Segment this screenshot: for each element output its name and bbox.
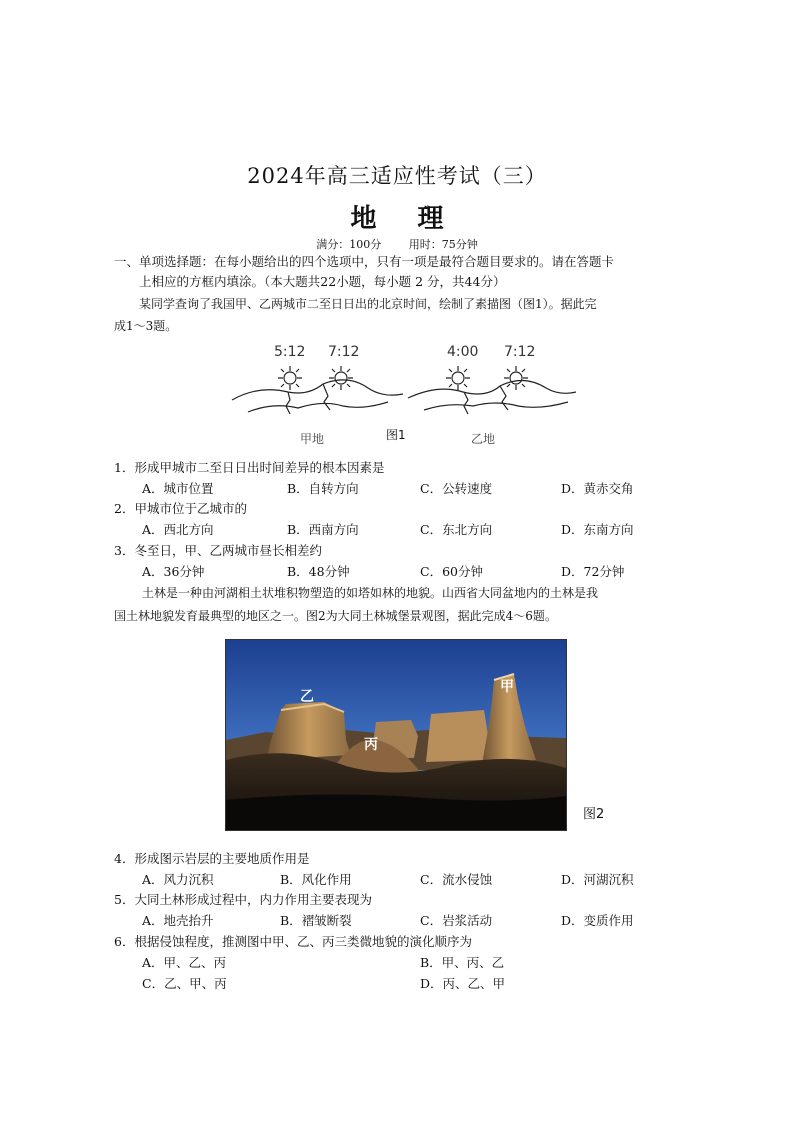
q5-option-a: A．地壳抬升	[142, 913, 214, 928]
section-instruction-line1: 一、单项选择题：在每小题给出的四个选项中，只有一项是最符合题目要求的。请在答题卡	[114, 254, 615, 269]
q6-option-b: B．甲、丙、乙	[420, 955, 505, 970]
q6-option-d: D．丙、乙、甲	[420, 976, 506, 991]
sun-icon	[504, 366, 528, 390]
q2-option-b: B．西南方向	[287, 522, 359, 537]
question-3-stem: 3．冬至日，甲、乙两城市昼长相差约	[114, 543, 322, 558]
intro1-line2: 成1～3题。	[114, 319, 178, 333]
sun-icon	[446, 366, 470, 390]
landform-label-jia: 甲	[500, 679, 514, 695]
q3-option-c: C．60分钟	[420, 564, 483, 579]
q4-option-c: C．流水侵蚀	[420, 872, 493, 887]
intro2-line2: 国土林地貌发育最典型的地区之一。图2为大同土林城堡景观图，据此完成4～6题。	[114, 609, 557, 623]
exam-title: 2024年高三适应性考试（三）	[247, 164, 547, 188]
q2-option-c: C．东北方向	[420, 522, 493, 537]
q5-option-d: D．变质作用	[561, 913, 634, 928]
q4-option-d: D．河湖沉积	[561, 872, 634, 887]
exam-meta	[0, 236, 794, 252]
earth-forest-landscape	[226, 640, 566, 830]
time-label: 7:12	[504, 344, 536, 360]
figure-1-caption: 图1	[386, 428, 406, 442]
q3-option-a: A．36分钟	[142, 564, 205, 579]
time-label: 7:12	[328, 344, 360, 360]
time-label: 5:12	[274, 344, 306, 360]
q6-option-a: A．甲、乙、丙	[142, 955, 227, 970]
place-label-jia: 甲地	[300, 432, 325, 446]
q5-option-b: B．褶皱断裂	[280, 913, 352, 928]
full-score: 满分：100分	[316, 238, 382, 251]
q1-option-a: A．城市位置	[142, 481, 214, 496]
sun-icon	[329, 366, 353, 390]
sun-icon	[278, 366, 302, 390]
q6-option-c: C．乙、甲、丙	[142, 976, 227, 991]
question-2-stem: 2．甲城市位于乙城市的	[114, 501, 247, 516]
question-5-stem: 5．大同土林形成过程中，内力作用主要表现为	[114, 892, 372, 907]
subject-heading: 地 理	[350, 204, 460, 234]
landform-label-yi: 乙	[300, 689, 314, 705]
question-6-stem: 6．根据侵蚀程度，推测图中甲、乙、丙三类微地貌的演化顺序为	[114, 934, 472, 949]
q4-option-b: B．风化作用	[280, 872, 352, 887]
q3-option-b: B．48分钟	[287, 564, 350, 579]
place-label-yi: 乙地	[471, 432, 496, 446]
question-4-stem: 4．形成图示岩层的主要地质作用是	[114, 851, 310, 866]
q1-option-b: B．自转方向	[287, 481, 359, 496]
exam-duration: 用时：75分钟	[408, 238, 478, 251]
q2-option-a: A．西北方向	[142, 522, 214, 537]
figure-1	[228, 340, 578, 450]
q3-option-d: D．72分钟	[561, 564, 625, 579]
q2-option-d: D．东南方向	[561, 522, 634, 537]
intro2-line1: 土林是一种由河湖相土状堆积物塑造的如塔如林的地貌。山西省大同盆地内的土林是我	[142, 586, 599, 600]
question-1-stem: 1．形成甲城市二至日日出时间差异的根本因素是	[114, 460, 385, 475]
q1-option-d: D．黄赤交角	[561, 481, 634, 496]
landform-label-bing: 丙	[364, 737, 378, 753]
figure-2-photo	[225, 639, 567, 831]
section-instruction-line2: 上相应的方框内填涂。（本大题共22小题，每小题 2 分，共44分）	[139, 274, 506, 289]
q4-option-a: A．风力沉积	[142, 872, 214, 887]
q1-option-c: C．公转速度	[420, 481, 493, 496]
figure-2-caption: 图2	[583, 807, 605, 822]
q5-option-c: C．岩浆活动	[420, 913, 493, 928]
intro1-line1: 某同学查询了我国甲、乙两城市二至日日出的北京时间，绘制了素描图（图1）。据此完	[139, 297, 597, 311]
time-label: 4:00	[447, 344, 479, 360]
